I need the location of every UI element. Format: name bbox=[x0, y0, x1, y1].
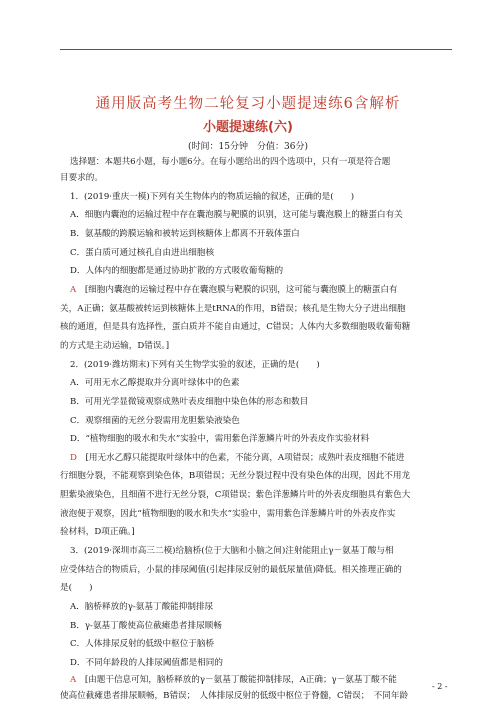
question-3-explanation: A [由题干信息可知，脑桥释放的γ－氨基丁酸能抑制排尿，A正确；γ－氨基丁酸不能 bbox=[70, 675, 397, 685]
question-2-explanation: 胆紫染液染色，且细菌不进行无丝分裂，C项错误；紫色洋葱鳞片叶的外表皮细胞具有紫色大 bbox=[60, 490, 411, 500]
question-2-option-a: A．可用无水乙醇提取并分离叶绿体中的色素 bbox=[70, 378, 240, 388]
instructions-line: 目要求的。 bbox=[60, 173, 103, 183]
instructions-line: 选择题：本题共6小题，每小题6分。在每小题给出的四个选项中，只有一项是符合题 bbox=[70, 157, 391, 167]
question-3-stem: 3．(2019·深圳市高三二模)给脑桥(位于大脑和小脑之间)注射能阻止γ－氨基丁酸与相 bbox=[70, 546, 394, 556]
question-1-option-b: B．氨基酸的跨膜运输和被转运到核糖体上都离不开载体蛋白 bbox=[70, 229, 300, 239]
question-3-stem: 是( ) bbox=[60, 583, 93, 593]
time-score-info: (时间：15分钟 分值：36分) bbox=[188, 142, 308, 152]
question-1-option-a: A．细胞内囊泡的运输过程中存在囊泡膜与靶膜的识别，这可能与囊泡膜上的糖蛋白有关 bbox=[70, 210, 403, 220]
question-3-option-c: C．人体排尿反射的低级中枢位于脑桥 bbox=[70, 639, 215, 649]
question-1-explanation: A [细胞内囊泡的运输过程中存在囊泡膜与靶膜的识别，这可能与囊泡膜上的糖蛋白有 bbox=[70, 285, 398, 295]
question-2-option-d: D．“植物细胞的吸水和失水”实验中，需用紫色洋葱鳞片叶的外表皮作实验材料 bbox=[70, 434, 370, 444]
question-2-option-c: C．观察细菌的无丝分裂需用龙胆紫染液染色 bbox=[70, 416, 240, 426]
question-1-explanation: 核的通道，但是具有选择性，蛋白质并不能自由通过，C错误；人体内大多数细胞吸收葡萄糖 bbox=[60, 322, 411, 332]
document-title: 通用版高考生物二轮复习小题提速练6含解析 bbox=[95, 96, 401, 112]
page-number: - 2 - bbox=[432, 682, 448, 691]
section-title: 小题提速练(六) bbox=[203, 120, 293, 135]
question-2-explanation: 液泡便于观察，因此“植物细胞的吸水和失水”实验中，需用紫色洋葱鳞片叶的外表皮作实 bbox=[60, 509, 396, 519]
question-2-stem: 2．(2019·潍坊期末)下列有关生物学实验的叙述，正确的是( ) bbox=[70, 360, 320, 370]
question-1-answer: A bbox=[70, 285, 77, 295]
question-1-explanation: 关，A正确；氨基酸被转运到核糖体上是tRNA的作用，B错误；核孔是生物大分子进出细胞 bbox=[60, 304, 406, 314]
question-3-answer: A bbox=[70, 675, 77, 685]
question-1-explanation: 的方式是主动运输，D错误。] bbox=[60, 341, 170, 351]
question-2-explanation: 行细胞分裂，不能观察到染色体，B项错误；无丝分裂过程中没有染色体的出现，因此不用龙 bbox=[60, 471, 411, 481]
question-3-stem: 应受体结合的物质后，小鼠的排尿阈值(引起排尿反射的最低尿量值)降低。相关推理正确的 bbox=[60, 565, 402, 575]
question-1-stem: 1．(2019·重庆一模)下列有关生物体内的物质运输的叙述，正确的是( ) bbox=[70, 192, 355, 202]
question-3-option-b: B．γ-氨基丁酸使高位截瘫患者排尿顺畅 bbox=[70, 621, 222, 631]
question-2-explanation: D [用无水乙醇只能提取叶绿体中的色素，不能分离，A项错误；成熟叶表皮细胞不能进 bbox=[70, 453, 405, 463]
question-2-explanation: 验材料，D项正确。] bbox=[60, 527, 135, 537]
question-3-option-a: A．脑桥释放的γ-氨基丁酸能抑制排尿 bbox=[70, 602, 214, 612]
question-1-option-d: D．人体内的细胞都是通过协助扩散的方式吸收葡萄糖的 bbox=[70, 266, 284, 276]
question-3-explanation: 使高位截瘫患者排尿顺畅，B错误； 人体排尿反射的低级中枢位于脊髓，C错误； 不同年龄 bbox=[60, 691, 409, 701]
question-2-option-b: B．可用光学显微镜观察成熟叶表皮细胞中染色体的形态和数目 bbox=[70, 397, 309, 407]
question-1-option-c: C．蛋白质可通过核孔自由进出细胞核 bbox=[70, 248, 215, 258]
header-rule bbox=[60, 49, 452, 50]
question-3-option-d: D．不同年龄段的人排尿阈值都是相同的 bbox=[70, 658, 223, 668]
question-2-answer: D bbox=[70, 453, 77, 463]
